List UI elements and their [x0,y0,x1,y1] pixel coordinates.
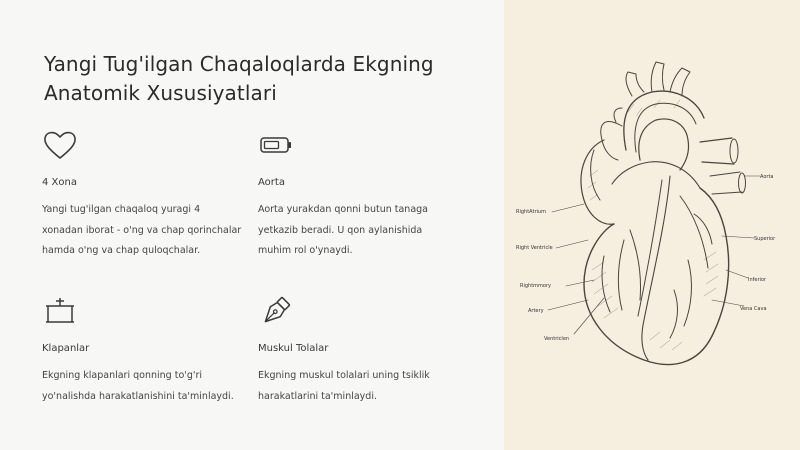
label-superior: Superior [754,236,776,242]
label-aorta: Aorta [760,174,774,180]
label-vena-cava: Vena Cava [740,306,767,312]
feature-valves [42,293,242,402]
feature-label: Klapanlar [42,343,90,354]
illustration-panel [504,0,800,450]
feature-label: 4 Xona [42,177,77,188]
heart-icon [42,127,78,163]
feature-description: Ekgning muskul tolalari uning tsiklik harakatlarini ta'minlaydi. [258,370,430,402]
label-inferior: Inferior [748,277,767,283]
feature-description: Yangi tug'ilgan chaqaloq yuragi 4 xonadan iborat - o'ng va chap qorinchalar hamda o'ng va chap quloqchalar. [42,204,242,256]
feature-muscle-fibers [258,293,458,402]
fence-icon [42,293,78,329]
label-ventricles: Ventriclen [544,336,570,342]
slide-title: Yangi Tug'ilgan Chaqaloqlarda Ekgning Anatomik Xususiyatlari [44,52,434,105]
feature-label: Aorta [258,177,285,188]
label-artery: Artery [528,308,544,314]
heart-illustration [504,0,800,450]
pen-nib-icon [258,293,294,329]
feature-chambers [42,127,242,256]
feature-description: Ekgning klapanlari qonning to'g'ri yo'nalishda harakatlanishini ta'minlaydi. [42,370,234,402]
battery-icon [258,127,294,163]
label-right-ventricle: Right Ventricle [516,245,553,251]
label-right-atrium: RightAtrium [516,209,546,215]
feature-description: Aorta yurakdan qonni butun tanaga yetkazib beradi. U qon aylanishida muhim rol o'ynaydi. [258,204,429,256]
feature-aorta [258,127,458,256]
feature-label: Muskul Tolalar [258,343,329,354]
label-right-pulmonary: Rightmmory [520,283,551,289]
